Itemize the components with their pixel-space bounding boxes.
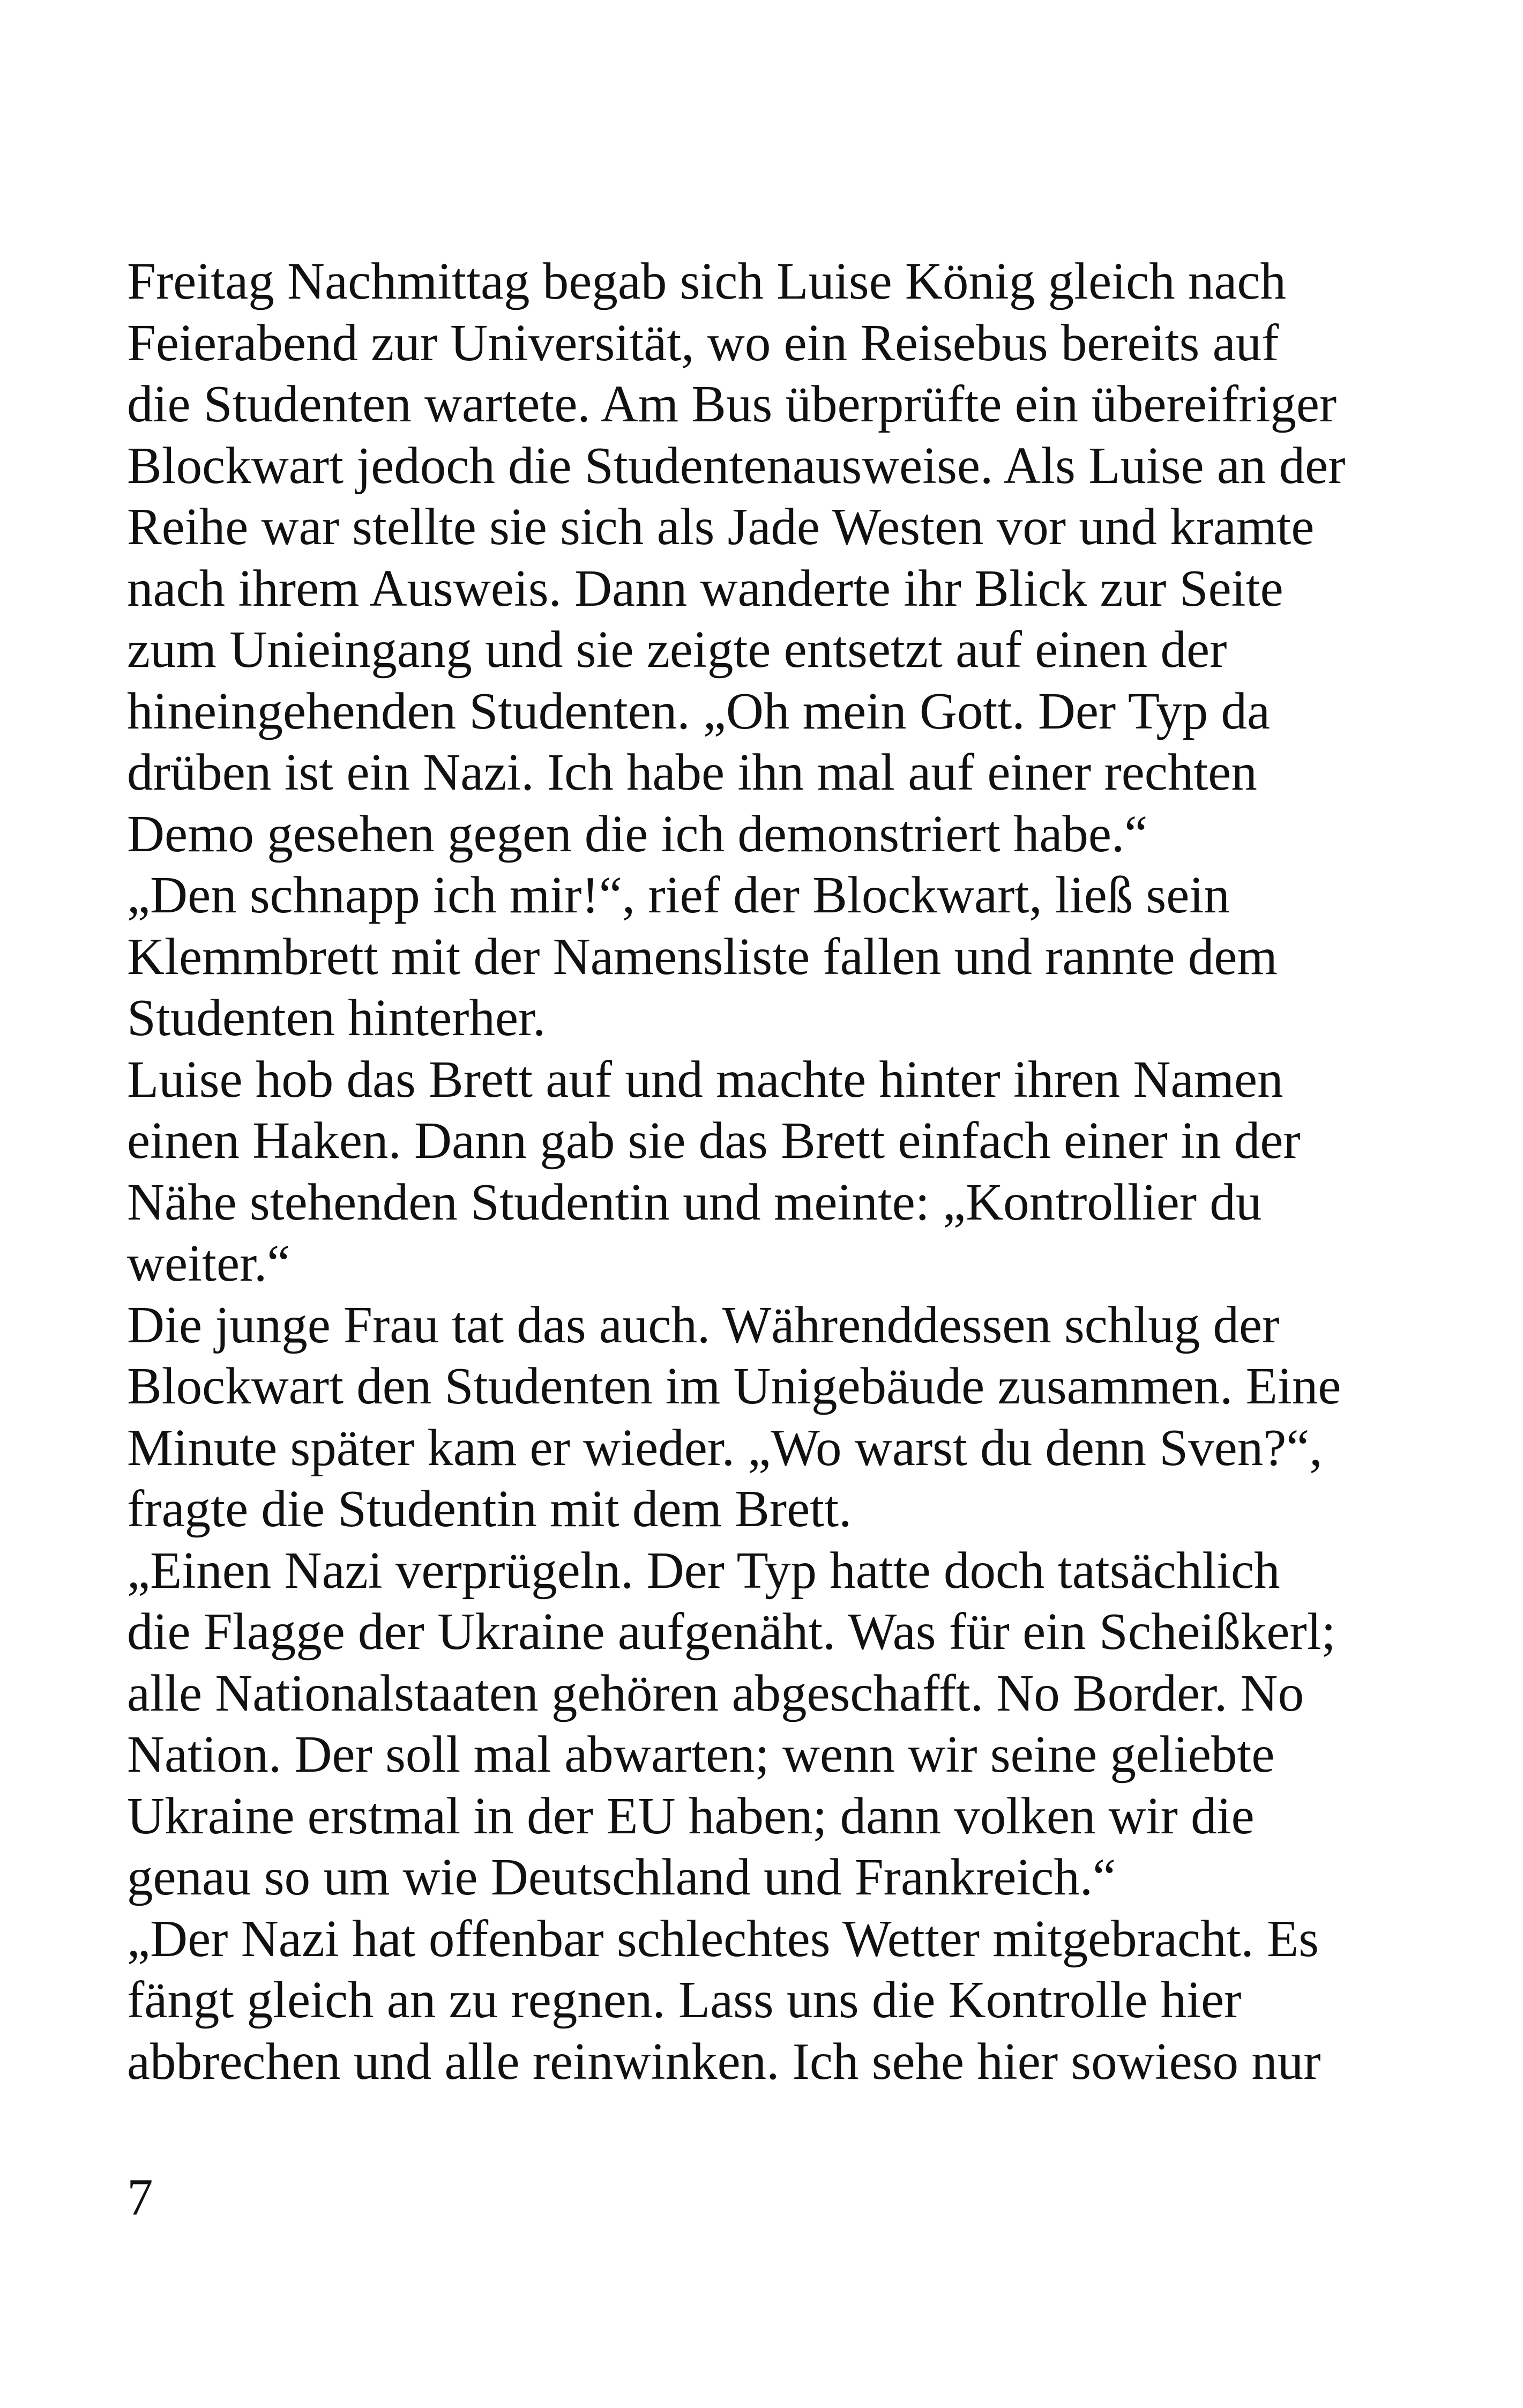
text-line: weiter.“ (127, 1235, 290, 1292)
text-line: hineingehenden Studenten. „Oh mein Gott. Der Typ da (127, 682, 1271, 740)
text-line: drüben ist ein Nazi. Ich habe ihn mal auf einer rechten (127, 744, 1257, 801)
text-line: fragte die Studentin mit dem Brett. (127, 1480, 852, 1537)
text-line: einen Haken. Dann gab sie das Brett einfach einer in der (127, 1112, 1301, 1169)
text-line: Nähe stehenden Studentin und meinte: „Kontrollier du (127, 1173, 1262, 1231)
text-line: Minute später kam er wieder. „Wo warst du denn Sven?“, (127, 1418, 1323, 1476)
text-line: Reihe war stellte sie sich als Jade Westen vor und kramte (127, 498, 1315, 555)
text-line: genau so um wie Deutschland und Frankreich.“ (127, 1848, 1116, 1906)
text-line: „Der Nazi hat offenbar schlechtes Wetter mitgebracht. Es (127, 1909, 1319, 1967)
text-line: die Flagge der Ukraine aufgenäht. Was für ein Scheißkerl; (127, 1603, 1336, 1660)
text-line: „Den schnapp ich mir!“, rief der Blockwart, ließ sein (127, 866, 1230, 924)
text-line: Ukraine erstmal in der EU haben; dann volken wir die (127, 1787, 1255, 1845)
text-line: Klemmbrett mit der Namensliste fallen und rannte dem (127, 927, 1278, 985)
text-line: zum Unieingang und sie zeigte entsetzt auf einen der (127, 621, 1227, 678)
text-line: Blockwart jedoch die Studentenausweise. Als Luise an der (127, 436, 1346, 494)
text-line: abbrechen und alle reinwinken. Ich sehe hier sowieso nur (127, 2032, 1321, 2090)
page-number: 7 (127, 2168, 153, 2226)
text-line: Nation. Der soll mal abwarten; wenn wir seine geliebte (127, 1726, 1275, 1783)
text-line: Blockwart den Studenten im Unigebäude zusammen. Eine (127, 1357, 1341, 1415)
text-line: Studenten hinterher. (127, 989, 546, 1046)
text-line: Die junge Frau tat das auch. Währenddessen schlug der (127, 1296, 1280, 1354)
text-line: nach ihrem Ausweis. Dann wanderte ihr Blick zur Seite (127, 559, 1283, 617)
text-line: „Einen Nazi verprügeln. Der Typ hatte doch tatsächlich (127, 1541, 1280, 1599)
body-text (127, 251, 1413, 2092)
text-line: fängt gleich an zu regnen. Lass uns die Kontrolle hier (127, 1971, 1242, 2028)
text-line: Freitag Nachmittag begab sich Luise König gleich nach (127, 252, 1286, 310)
text-line: die Studenten wartete. Am Bus überprüfte ein übereifriger (127, 375, 1337, 433)
text-line: alle Nationalstaaten gehören abgeschafft. No Border. No (127, 1664, 1304, 1722)
text-line: Demo gesehen gegen die ich demonstriert habe.“ (127, 805, 1148, 863)
text-line: Luise hob das Brett auf und machte hinter ihren Namen (127, 1050, 1283, 1108)
text-line: Feierabend zur Universität, wo ein Reisebus bereits auf (127, 314, 1279, 371)
